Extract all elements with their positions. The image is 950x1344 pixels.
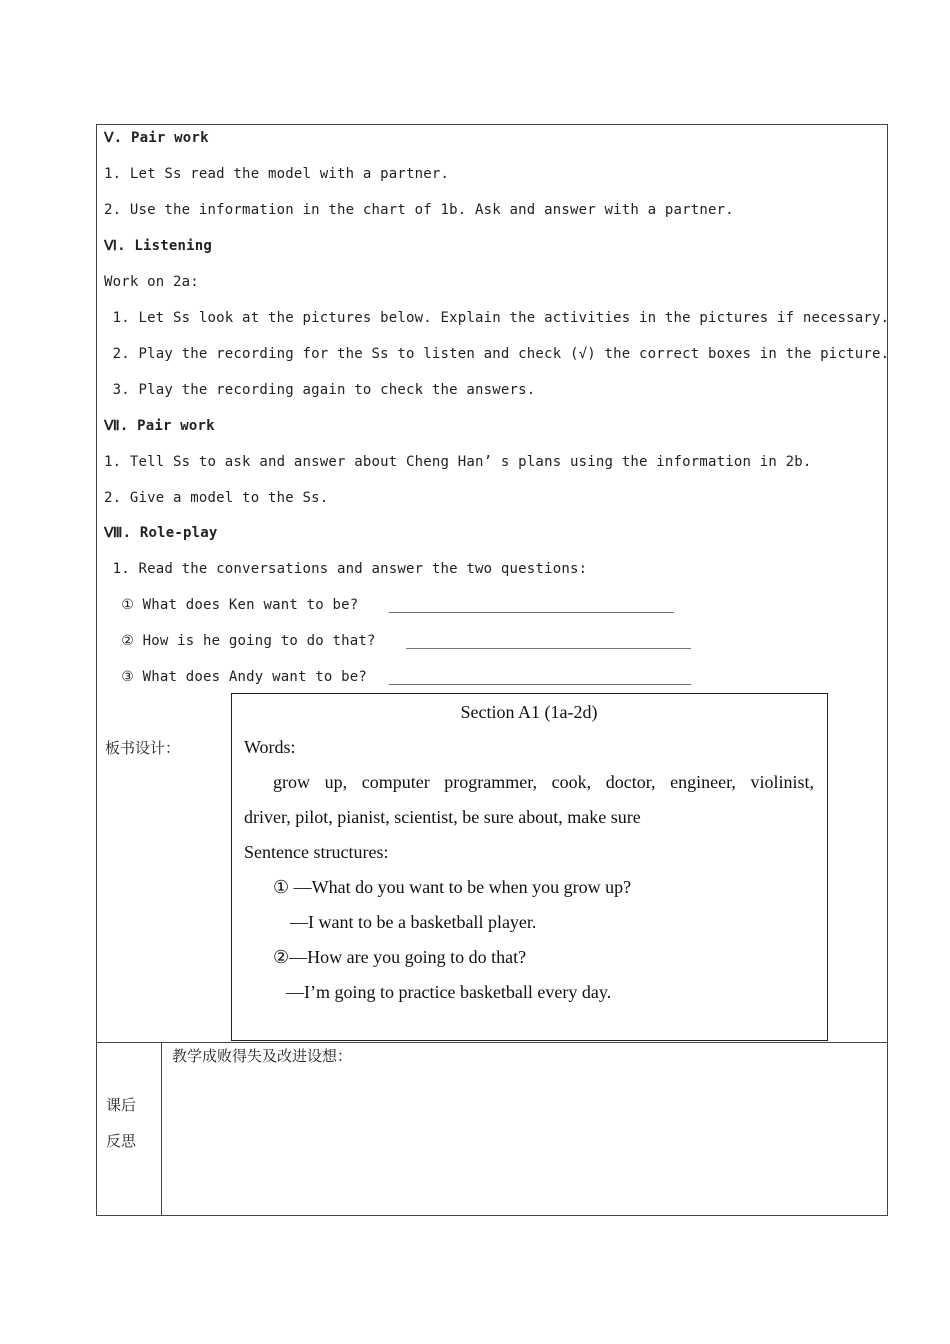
- reflection-label-line-1: 课后: [106, 1096, 137, 1114]
- board-words-label: Words:: [244, 737, 296, 757]
- board-structure-2-question: ②—How are you going to do that?: [273, 947, 527, 967]
- answer-blank-2[interactable]: [406, 634, 691, 649]
- board-words-line-1: grow up, computer programmer, cook, doctor, engineer, violinist,: [273, 772, 814, 792]
- question-1: ① What does Ken want to be?: [104, 597, 359, 613]
- board-structure-1-answer: —I want to be a basketball player.: [290, 912, 537, 932]
- section-5-heading: Ⅴ. Pair work: [104, 130, 209, 146]
- section-7-heading: Ⅶ. Pair work: [104, 418, 215, 434]
- section-6-item-1: 1. Let Ss look at the pictures below. Explain the activities in the pictures if necessary.: [104, 310, 890, 326]
- reflection-label-line-2: 反思: [106, 1132, 137, 1150]
- board-structure-2-answer: —I’m going to practice basketball every day.: [286, 982, 612, 1002]
- answer-blank-3[interactable]: [389, 670, 691, 685]
- board-structures-label: Sentence structures:: [244, 842, 389, 862]
- board-words-line-2: driver, pilot, pianist, scientist, be sure about, make sure: [244, 807, 641, 827]
- board-structure-1-question: ① —What do you want to be when you grow up?: [273, 877, 632, 897]
- question-2: ② How is he going to do that?: [104, 633, 376, 649]
- answer-blank-1[interactable]: [389, 598, 674, 613]
- section-5-item-2: 2. Use the information in the chart of 1b. Ask and answer with a partner.: [104, 202, 734, 218]
- section-5-item-1: 1. Let Ss read the model with a partner.: [104, 166, 450, 182]
- reflection-column-divider: [161, 1042, 162, 1216]
- section-6-item-3: 3. Play the recording again to check the answers.: [104, 382, 536, 398]
- board-design-box: [231, 693, 828, 1041]
- question-3: ③ What does Andy want to be?: [104, 669, 367, 685]
- section-6-intro: Work on 2a:: [104, 274, 199, 290]
- board-title: Section A1 (1a-2d): [460, 702, 598, 722]
- section-7-item-1: 1. Tell Ss to ask and answer about Cheng Han’ s plans using the information in 2b.: [104, 454, 812, 470]
- reflection-row-divider: [96, 1042, 888, 1043]
- section-6-item-2: 2. Play the recording for the Ss to listen and check (√) the correct boxes in the picture.: [104, 346, 890, 362]
- section-6-heading: Ⅵ. Listening: [104, 238, 213, 254]
- board-design-label: 板书设计：: [105, 739, 181, 757]
- section-8-heading: Ⅷ. Role-play: [104, 525, 218, 541]
- section-7-item-2: 2. Give a model to the Ss.: [104, 490, 329, 506]
- reflection-prompt[interactable]: 教学成败得失及改进设想：: [172, 1047, 353, 1065]
- section-8-item-1: 1. Read the conversations and answer the two questions:: [104, 561, 588, 577]
